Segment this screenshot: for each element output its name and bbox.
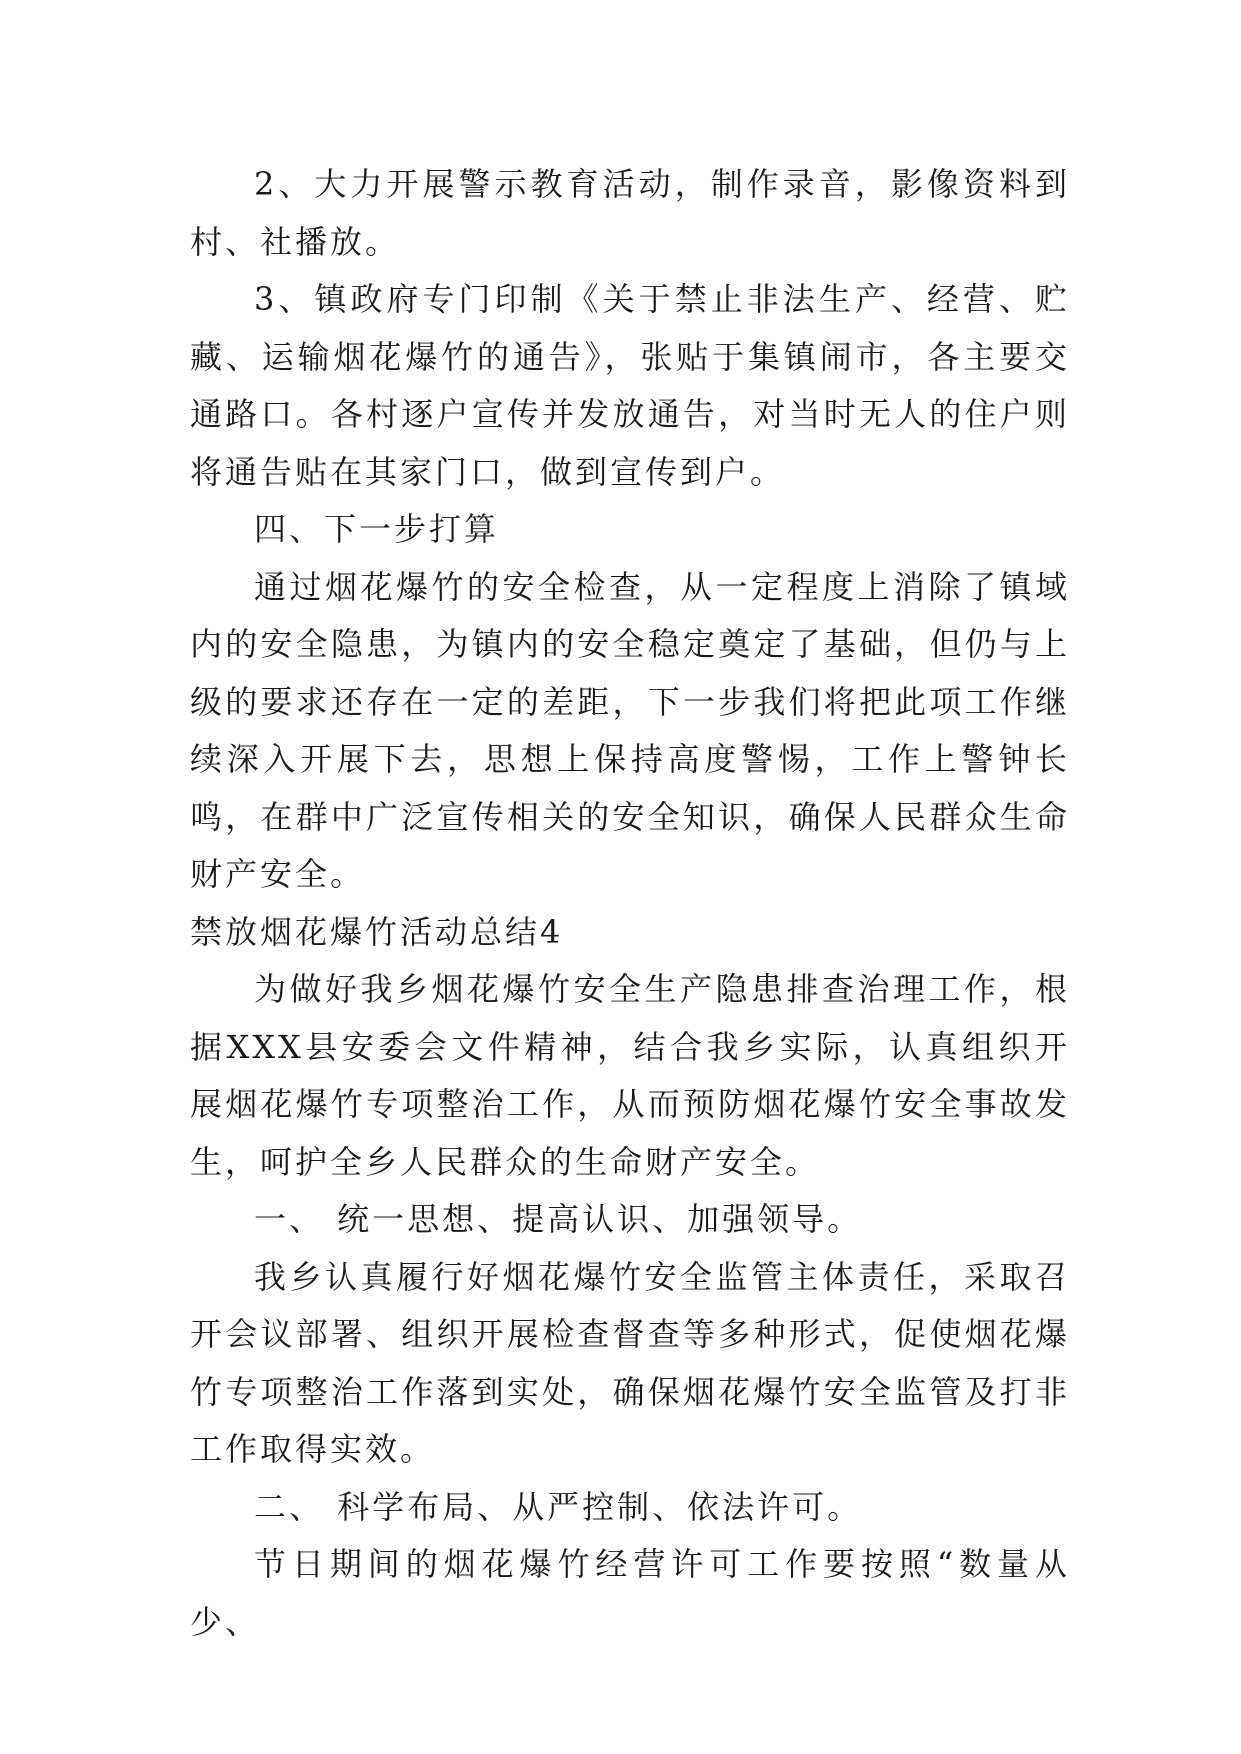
document-title-summary-4: 禁放烟花爆竹活动总结4 — [190, 912, 564, 951]
paragraph-section-1-body: 我乡认真履行好烟花爆竹安全监管主体责任，采取召开会议部署、组织开展检查督查等多种形式，促使烟花爆竹专项整治工作落到实处，确保烟花爆竹安全监管及打非工作取得实效。 — [190, 1257, 1070, 1468]
paragraph-section-2-body: 节日期间的烟花爆竹经营许可工作要按照“数量从少、 — [190, 1545, 1070, 1641]
section-heading-1: 一、 统一思想、提高认识、加强领导。 — [254, 1200, 863, 1238]
paragraph-intro: 为做好我乡烟花爆竹安全生产隐患排查治理工作，根据XXX县安委会文件精神，结合我乡实际，认真组织开展烟花爆竹专项整治工作，从而预防烟花爆竹安全事故发生，呵护全乡人民群众的生命财产安全。 — [190, 970, 1070, 1181]
section-heading-2: 二、 科学布局、从严控制、依法许可。 — [254, 1487, 863, 1526]
section-heading-next-steps: 四、下一步打算 — [254, 510, 500, 548]
document-body — [190, 156, 1070, 1651]
paragraph-item-2: 2、大力开展警示教育活动，制作录音，影像资料到村、社播放。 — [190, 165, 1070, 261]
paragraph-item-3: 3、镇政府专门印制《关于禁止非法生产、经营、贮藏、运输烟花爆竹的通告》，张贴于集镇闹市，各主要交通路口。各村逐户宣传并发放通告，对当时无人的住户则将通告贴在其家门口，做到宣传到户。 — [190, 280, 1070, 491]
paragraph-next-steps-body: 通过烟花爆竹的安全检查，从一定程度上消除了镇域内的安全隐患，为镇内的安全稳定奠定了基础，但仍与上级的要求还存在一定的差距，下一步我们将把此项工作继续深入开展下去，思想上保持高度警惕，工作上警钟长鸣，在群中广泛宣传相关的安全知识，确保人民群众生命财产安全。 — [190, 567, 1070, 893]
